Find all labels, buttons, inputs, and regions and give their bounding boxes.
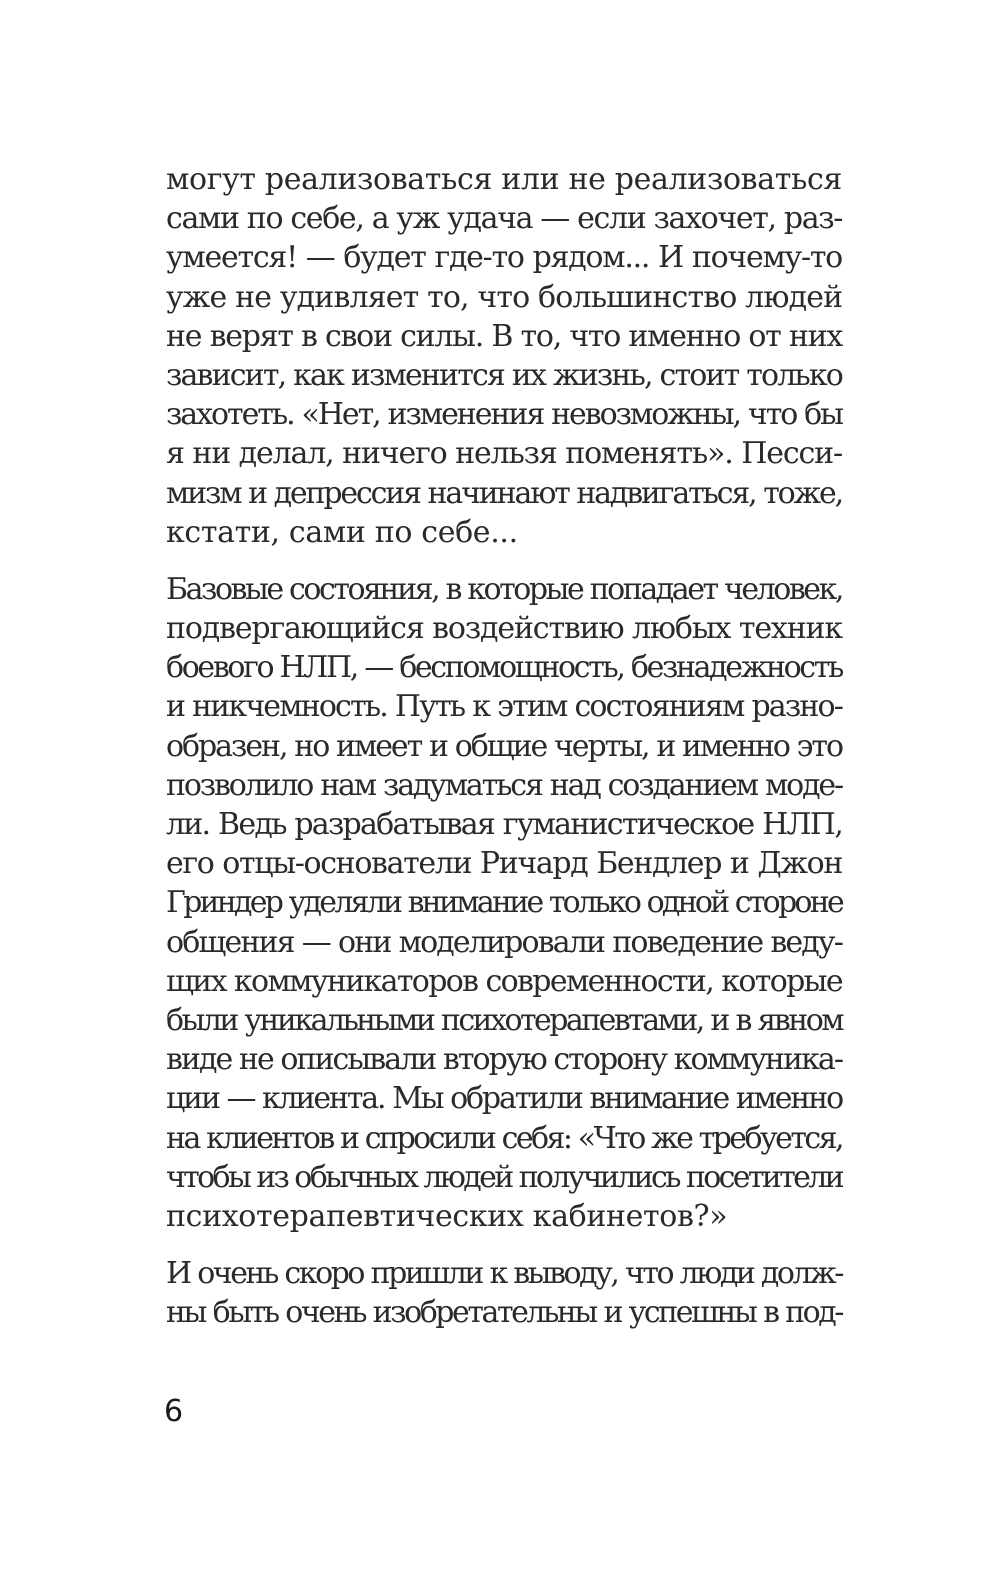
text-line: ны быть очень изобретательны и успешны в под- [166,1295,842,1331]
text-line: И очень скоро пришли к выводу, что люди долж- [166,1256,842,1292]
text-line: его отцы-основатели Ричард Бендлер и Джон [166,846,842,882]
text-line: чтобы из обычных людей получились посетители [166,1159,842,1195]
text-line: кстати, сами по себе... [166,514,518,550]
text-line: Гриндер уделяли внимание только одной стороне [166,885,842,921]
text-line: зависит, как изменится их жизнь, стоит только [166,357,842,393]
text-line: общения — они моделировали поведение веду- [166,924,842,960]
text-line: могут реализоваться или не реализоваться [166,162,842,197]
text-line: позволило нам задуматься над созданием моде- [166,767,842,803]
paragraph-2 [166,570,842,1236]
text-line: ли. Ведь разрабатывая гуманистическое НЛП, [166,807,842,842]
text-line: на клиентов и спросили себя: «Что же требуется, [166,1120,842,1156]
text-line: захотеть. «Нет, изменения невозможны, что бы [166,397,842,433]
paragraph-1 [166,160,842,552]
paragraph-gap [166,1236,842,1254]
text-line: я ни делал, ничего нельзя поменять». Песси- [166,436,842,472]
text-line: уже не удивляет то, что большинство людей [166,279,843,315]
body-text [166,160,842,1332]
text-line: образен, но имеет и общие черты, и именно это [166,728,842,764]
paragraph-3 [166,1254,842,1332]
text-line: были уникальными психотерапевтами, и в явном [166,1002,842,1038]
text-line: психотерапевтических кабинетов?» [166,1198,728,1234]
text-line: не верят в свои силы. В то, что именно от них [166,318,842,354]
text-line: ции — клиента. Мы обратили внимание именно [166,1081,842,1117]
text-line: сами по себе, а уж удача — если захочет, раз- [166,201,843,237]
text-line: боевого НЛП, — беспомощность, безнадежность [166,650,842,686]
text-line: Базовые состояния, в которые попадает человек, [166,571,842,607]
text-line: подвергающийся воздействию любых техник [166,611,842,647]
text-line: щих коммуникаторов современности, которые [166,963,842,999]
text-line: мизм и депрессия начинают надвигаться, тоже, [166,475,842,511]
text-line: виде не описывали вторую сторону коммуника- [166,1042,843,1078]
paragraph-gap [166,552,842,570]
text-line: и никчемность. Путь к этим состояниям разно- [166,689,842,725]
page-number: 6 [164,1394,184,1429]
text-line: умеется! — будет где-то рядом... И почему-то [166,240,842,276]
